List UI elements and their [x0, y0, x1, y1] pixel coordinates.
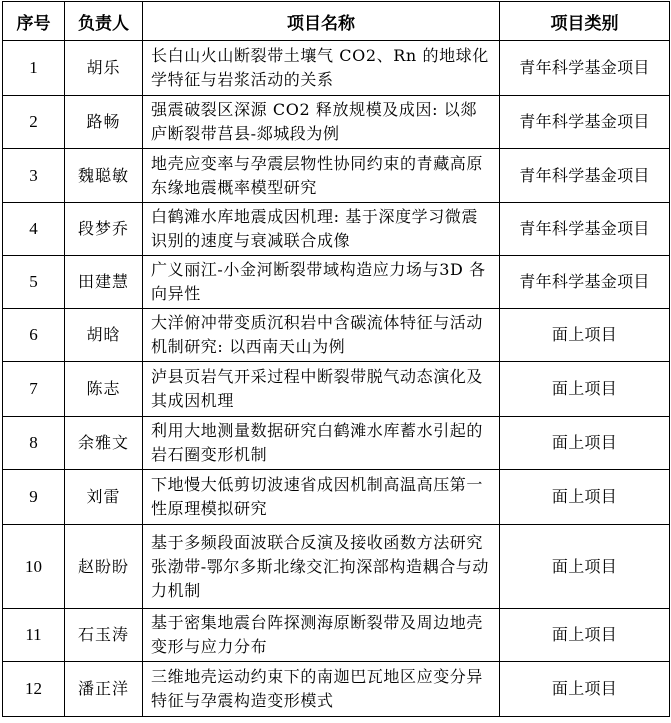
row-index: 4: [3, 203, 65, 256]
row-leader: 胡晗: [65, 309, 143, 362]
row-leader: 胡乐: [65, 41, 143, 96]
row-project-type: 面上项目: [500, 609, 670, 662]
table-row: [3, 41, 670, 96]
table-row: [3, 362, 670, 417]
row-project-type: 青年科学基金项目: [500, 96, 670, 149]
row-project-type: 面上项目: [500, 470, 670, 525]
row-project-type: 面上项目: [500, 662, 670, 717]
table-row: [3, 525, 670, 609]
row-project-type: 青年科学基金项目: [500, 203, 670, 256]
table-row: [3, 662, 670, 717]
row-project-title: 下地慢大低剪切波速省成因机制高温高压第一性原理模拟研究: [143, 470, 500, 525]
row-index: 2: [3, 96, 65, 149]
table-row: [3, 256, 670, 309]
row-project-type: 青年科学基金项目: [500, 256, 670, 309]
row-project-type: 青年科学基金项目: [500, 149, 670, 203]
row-project-title: 基于多频段面波联合反演及接收函数方法研究张渤带-鄂尔多斯北缘交汇拘深部构造耦合与动力机制: [143, 525, 500, 609]
row-index: 8: [3, 417, 65, 470]
table-row: [3, 149, 670, 203]
row-project-title: 大洋俯冲带变质沉积岩中含碳流体特征与活动机制研究: 以西南天山为例: [143, 309, 500, 362]
row-project-type: 面上项目: [500, 417, 670, 470]
row-leader: 陈志: [65, 362, 143, 417]
row-project-title: 长白山火山断裂带土壤气 CO2、Rn 的地球化学特征与岩浆活动的关系: [143, 41, 500, 96]
row-leader: 田建慧: [65, 256, 143, 309]
table-row: [3, 309, 670, 362]
row-index: 1: [3, 41, 65, 96]
row-project-title: 利用大地测量数据研究白鹤滩水库蓄水引起的岩石圈变形机制: [143, 417, 500, 470]
row-leader: 刘雷: [65, 470, 143, 525]
header-project-type: 项目类别: [500, 2, 670, 41]
row-leader: 赵盼盼: [65, 525, 143, 609]
row-project-title: 广义丽江-小金河断裂带域构造应力场与3D 各向异性: [143, 256, 500, 309]
row-project-title: 基于密集地震台阵探测海原断裂带及周边地壳变形与应力分布: [143, 609, 500, 662]
header-leader: 负责人: [65, 2, 143, 41]
row-index: 7: [3, 362, 65, 417]
projects-table: [2, 1, 670, 717]
row-index: 5: [3, 256, 65, 309]
row-index: 6: [3, 309, 65, 362]
row-index: 12: [3, 662, 65, 717]
row-index: 11: [3, 609, 65, 662]
table-row: [3, 96, 670, 149]
row-leader: 路畅: [65, 96, 143, 149]
row-project-title: 三维地壳运动约束下的南迦巴瓦地区应变分异特征与孕震构造变形模式: [143, 662, 500, 717]
header-row: [3, 2, 670, 41]
table-row: [3, 470, 670, 525]
header-project-name: 项目名称: [143, 2, 500, 41]
row-index: 10: [3, 525, 65, 609]
row-project-title: 强震破裂区深源 CO2 释放规模及成因: 以郯庐断裂带莒县-郯城段为例: [143, 96, 500, 149]
header-index: 序号: [3, 2, 65, 41]
row-leader: 石玉涛: [65, 609, 143, 662]
row-leader: 余雅文: [65, 417, 143, 470]
table-row: [3, 417, 670, 470]
row-project-type: 青年科学基金项目: [500, 41, 670, 96]
table-row: [3, 203, 670, 256]
row-index: 9: [3, 470, 65, 525]
row-index: 3: [3, 149, 65, 203]
table-row: [3, 609, 670, 662]
row-leader: 段梦乔: [65, 203, 143, 256]
row-project-type: 面上项目: [500, 309, 670, 362]
row-leader: 潘正洋: [65, 662, 143, 717]
row-project-title: 白鹤滩水库地震成因机理: 基于深度学习微震识别的速度与衰减联合成像: [143, 203, 500, 256]
row-project-title: 泸县页岩气开采过程中断裂带脱气动态演化及其成因机理: [143, 362, 500, 417]
row-leader: 魏聪敏: [65, 149, 143, 203]
row-project-title: 地壳应变率与孕震层物性协同约束的青藏高原东缘地震概率模型研究: [143, 149, 500, 203]
row-project-type: 面上项目: [500, 525, 670, 609]
row-project-type: 面上项目: [500, 362, 670, 417]
